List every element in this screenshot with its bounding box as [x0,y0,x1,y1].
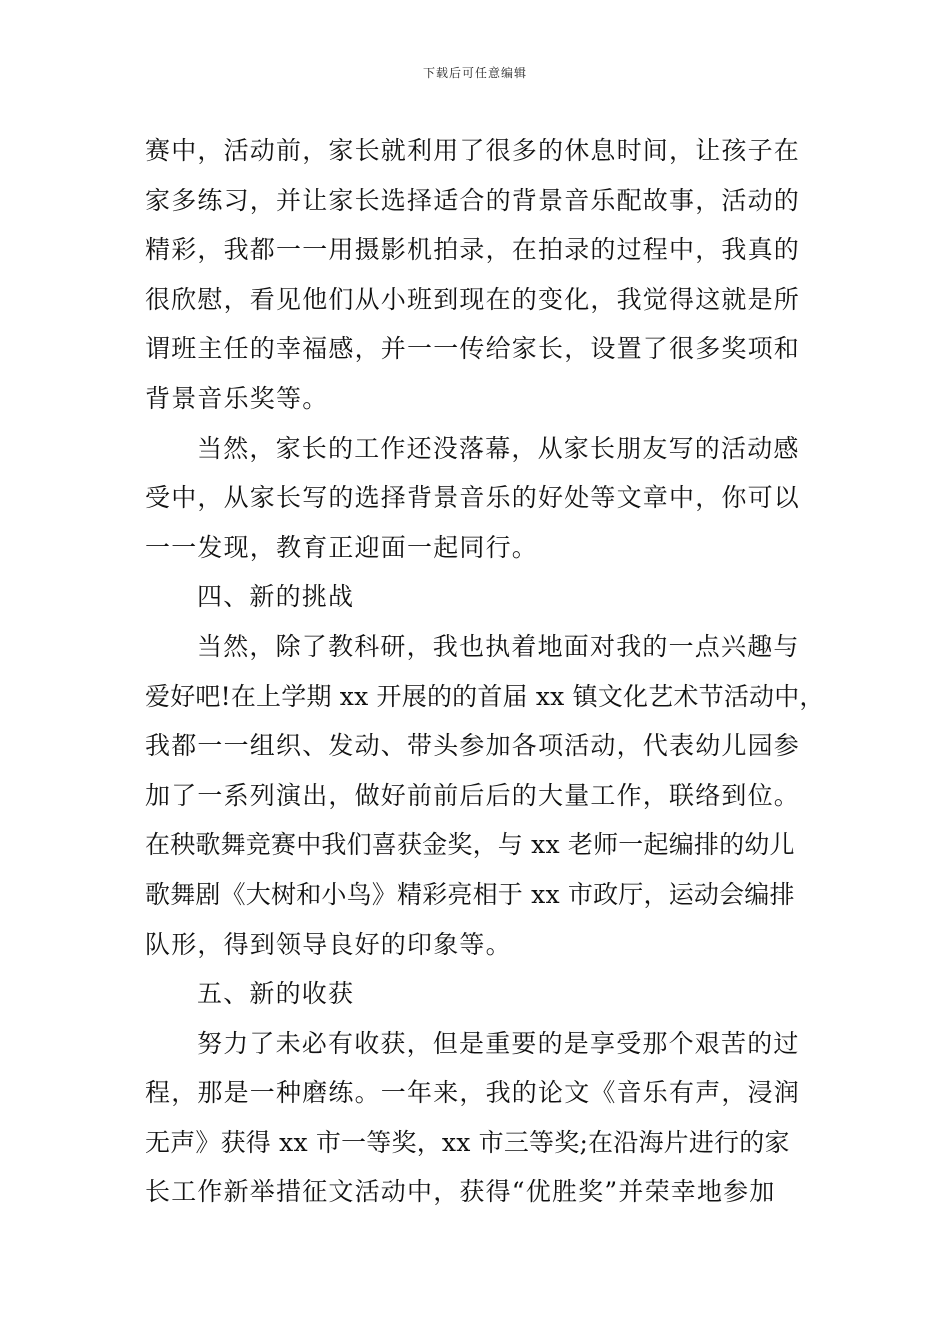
text-line: 很欣慰，看见他们从小班到现在的变化，我觉得这就是所 [145,284,801,314]
text-line: 赛中，活动前，家长就利用了很多的休息时间，让孩子在 [145,136,801,165]
section-heading: 五、新的收获 [197,979,355,1009]
page-header: 下载后可任意编辑 [422,66,527,80]
document-body [145,126,825,1217]
text-line: 当然，除了教科研，我也执着地面对我的一点兴趣与 [197,631,800,661]
text-line: 受中，从家长写的选择背景音乐的好处等文章中，你可以 [145,483,801,513]
text-line: 一一发现，教育正迎面一起同行。 [145,532,539,562]
text-line: 程，那是一种磨练。一年来，我的论文《音乐有声，浸润 [145,1078,801,1108]
text-line: 背景音乐奖等。 [145,383,329,413]
text-line: 谓班主任的幸福感，并一一传给家长，设置了很多奖项和 [145,334,801,364]
section-heading: 四、新的挑战 [197,582,355,612]
text-line: 爱好吧!在上学期 xx 开展的的首届 xx 镇文化艺术节活动中， [145,681,825,711]
text-line: 队形，得到领导良好的印象等。 [145,929,512,959]
text-line: 在秧歌舞竞赛中我们喜获金奖，与 xx 老师一起编排的幼儿 [145,830,795,860]
text-line: 无声》获得 xx 市一等奖，xx 市三等奖;在沿海片进行的家 [145,1127,790,1157]
text-line: 精彩，我都一一用摄影机拍录，在拍录的过程中，我真的 [145,235,801,265]
text-line: 歌舞剧《大树和小鸟》精彩亮相于 xx 市政厅，运动会编排 [145,879,795,909]
text-line: 加了一系列演出，做好前前后后的大量工作，联络到位。 [145,780,801,810]
text-line: 当然，家长的工作还没落幕，从家长朋友写的活动感 [197,433,800,463]
text-line: 努力了未必有收获，但是重要的是享受那个艰苦的过 [197,1028,800,1058]
text-line: 我都一一组织、发动、带头参加各项活动，代表幼儿园参 [145,731,801,761]
text-line: 长工作新举措征文活动中，获得“优胜奖”并荣幸地参加 [145,1177,776,1207]
text-line: 家多练习，并让家长选择适合的背景音乐配故事，活动的 [145,185,801,215]
